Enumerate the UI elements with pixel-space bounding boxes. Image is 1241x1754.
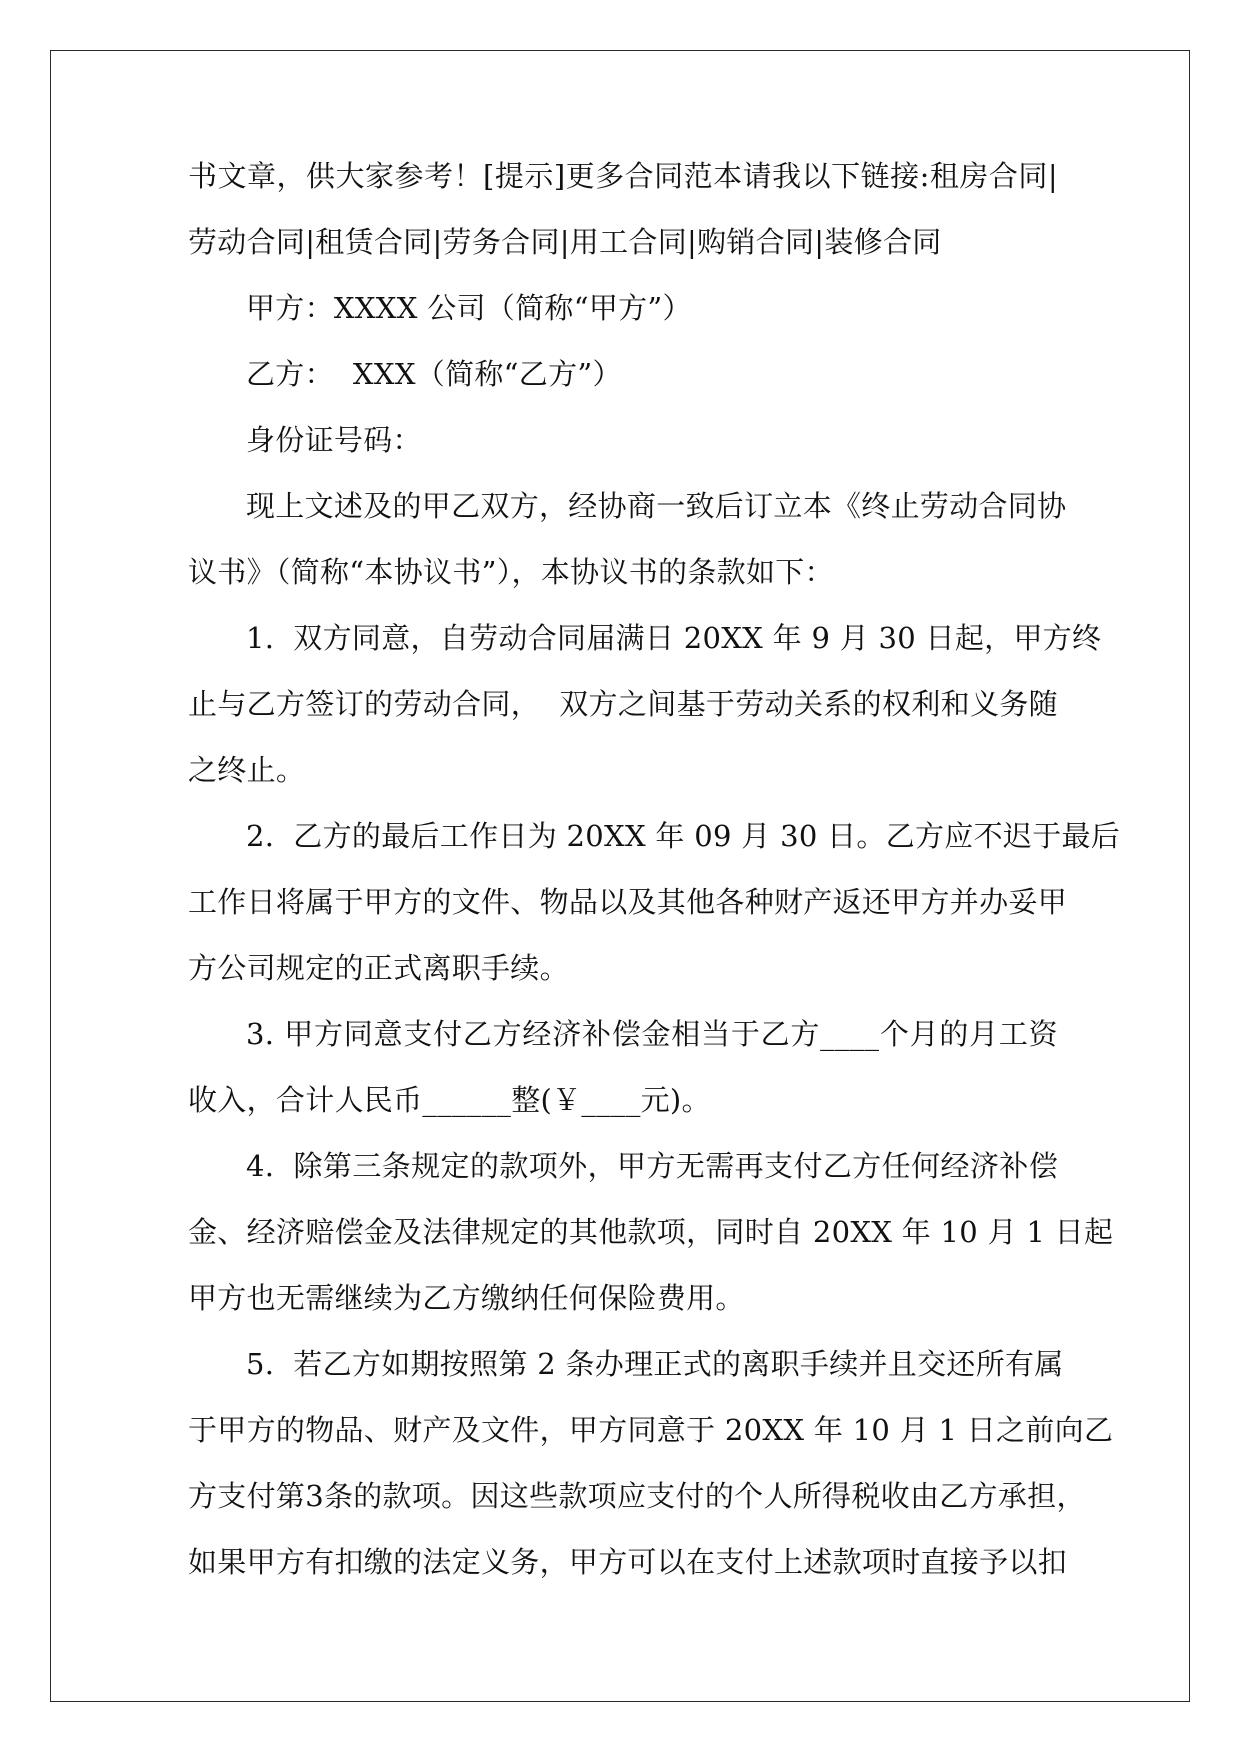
clause-1-line-1: 1. 双方同意，自劳动合同届满日 20XX 年 9 月 30 日起，甲方终 — [246, 621, 1102, 655]
clause-4-line-3: 甲方也无需继续为乙方缴纳任何保险费用。 — [188, 1281, 745, 1315]
preamble-line-1: 现上文述及的甲乙双方，经协商一致后订立本《终止劳动合同协 — [246, 489, 1067, 523]
intro-line-1: 书文章，供大家参考！[提示]更多合同范本请我以下链接:租房合同| — [188, 159, 1058, 193]
clause-5-line-4: 如果甲方有扣缴的法定义务，甲方可以在支付上述款项时直接予以扣 — [188, 1545, 1068, 1579]
clause-5-line-1: 5. 若乙方如期按照第 2 条办理正式的离职手续并且交还所有属 — [246, 1347, 1064, 1381]
clause-2-line-1: 2. 乙方的最后工作日为 20XX 年 09 月 30 日。乙方应不迟于最后 — [246, 819, 1121, 853]
clause-4-line-2: 金、经济赔偿金及法律规定的其他款项，同时自 20XX 年 10 月 1 日起 — [188, 1215, 1114, 1249]
party-b-line: 乙方： XXX（简称“乙方”） — [246, 357, 622, 391]
document-body — [188, 154, 1121, 1606]
clause-2-line-3: 方公司规定的正式离职手续。 — [188, 951, 569, 985]
preamble-line-2: 议书》（简称“本协议书”），本协议书的条款如下： — [188, 555, 834, 589]
clause-3-line-1: 3. 甲方同意支付乙方经济补偿金相当于乙方____个月的月工资 — [246, 1017, 1058, 1051]
party-a-line: 甲方：XXXX 公司（简称“甲方”） — [246, 291, 692, 325]
clause-4-line-1: 4. 除第三条规定的款项外，甲方无需再支付乙方任何经济补偿 — [246, 1149, 1058, 1183]
clause-3-line-2: 收入，合计人民币______整(￥____元)。 — [188, 1083, 711, 1117]
clause-2-line-2: 工作日将属于甲方的文件、物品以及其他各种财产返还甲方并办妥甲 — [188, 885, 1068, 919]
clause-5-line-3: 方支付第3条的款项。因这些款项应支付的个人所得税收由乙方承担， — [188, 1479, 1086, 1513]
clause-5-line-2: 于甲方的物品、财产及文件，甲方同意于 20XX 年 10 月 1 日之前向乙 — [188, 1413, 1114, 1447]
intro-line-2: 劳动合同|租赁合同|劳务合同|用工合同|购销合同|装修合同 — [188, 225, 942, 259]
clause-1-line-2: 止与乙方签订的劳动合同， 双方之间基于劳动关系的权利和义务随 — [188, 687, 1058, 721]
id-number-line: 身份证号码： — [246, 423, 422, 457]
clause-1-line-3: 之终止。 — [188, 753, 306, 787]
